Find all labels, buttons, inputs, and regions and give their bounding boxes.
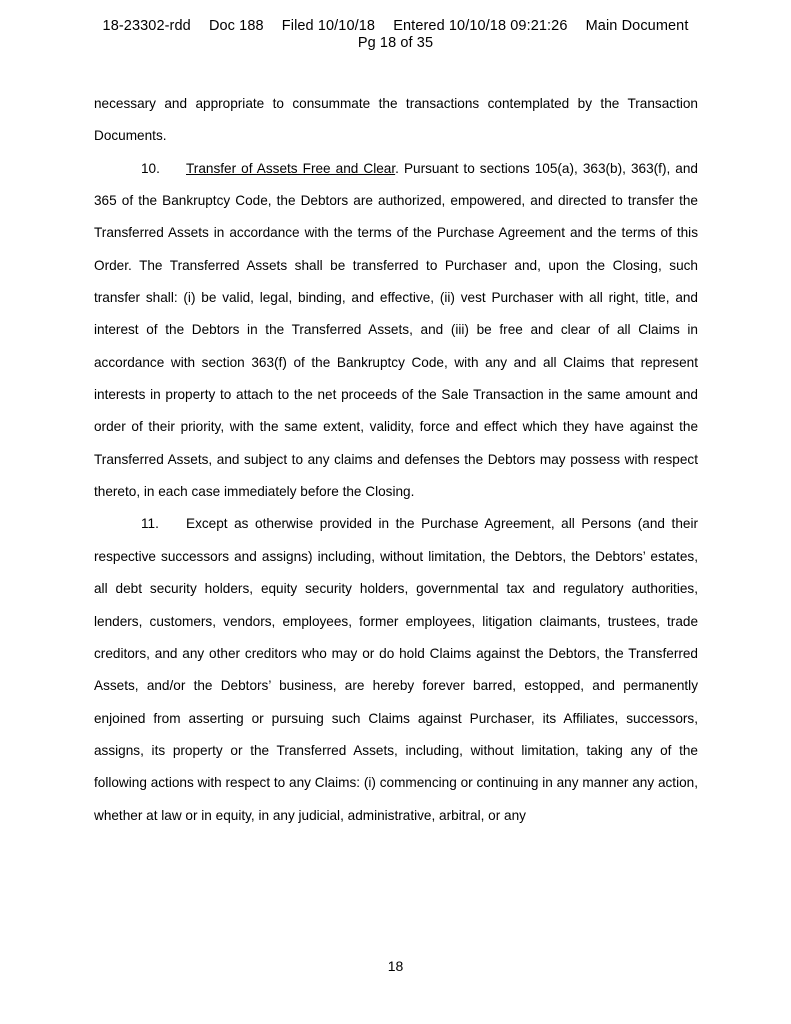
case-number: 18-23302-rdd <box>102 18 191 34</box>
filed-date: Filed 10/10/18 <box>281 18 376 34</box>
page-number: 18 <box>387 958 404 974</box>
paragraph-10 <box>94 153 698 509</box>
continuation-paragraph: necessary and appropriate to consummate the transactions contemplated by the Transaction Documents. <box>94 96 698 144</box>
paragraph-10-text: . Pursuant to sections 105(a), 363(b), 363(f), and 365 of the Bankruptcy Code, the Debtors are authorized, empowered, and directed to transfer the Transferred Assets in accordance with the terms of the Purchase Agreement and the terms of this Order. The Transferred Assets shall be transferred to Purchaser and, upon the Closing, such transfer shall: (i) be valid, legal, binding, and effective, (ii) vest Purchaser with all right, title, and interest of the Debtors in the Transferred Assets, and (iii) be free and clear of all Claims in accordance with section 363(f) of the Bankruptcy Code, with any and all Claims that represent interests in property to attach to the net proceeds of the Sale Transaction in the same amount and order of their priority, with the same extent, validity, force and effect which they have against the Transferred Assets, and subject to any claims and defenses the Debtors may possess with respect thereto, in each case immediately before the Closing. <box>94 160 698 500</box>
paragraph-10-number: 10. <box>141 160 160 176</box>
paragraph-11-text: Except as otherwise provided in the Purchase Agreement, all Persons (and their respective successors and assigns) including, without limitation, the Debtors, the Debtors’ estates, all debt security holders, equity security holders, governmental tax and regulatory authorities, lenders, customers, vendors, employees, former employees, litigation claimants, trustees, trade creditors, and any other creditors who may or do hold Claims against the Debtors, the Transferred Assets, and/or the Debtors’ business, are hereby forever barred, estopped, and permanently enjoined from asserting or pursuing such Claims against Purchaser, its Affiliates, successors, assigns, its property or the Transferred Assets, including, without limitation, taking any of the following actions with respect to any Claims: (i) commencing or continuing in any manner any action, whether at law or in equity, in any judicial, administrative, arbitral, or any <box>94 516 698 823</box>
page-of-count: Pg 18 of 35 <box>357 35 434 51</box>
paragraph-11 <box>94 508 698 831</box>
document-body <box>94 88 698 832</box>
doc-number: Doc 188 <box>208 18 264 34</box>
document-label: Main Document <box>585 18 689 34</box>
paragraph-11-number: 11. <box>141 516 159 532</box>
filing-header-line <box>0 18 791 35</box>
filing-header <box>0 18 791 52</box>
entered-date: Entered 10/10/18 09:21:26 <box>393 18 568 34</box>
paragraph-10-heading: Transfer of Assets Free and Clear <box>186 160 396 176</box>
